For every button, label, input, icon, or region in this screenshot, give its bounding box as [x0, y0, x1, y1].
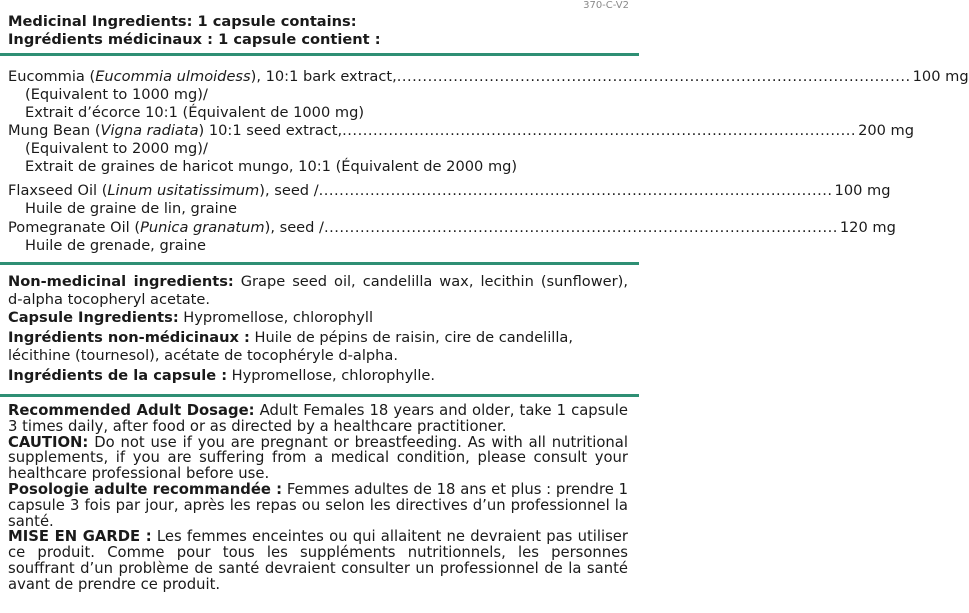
ingredient-latin: Punica granatum — [140, 219, 265, 236]
dosage-text-fr: Femmes adultes de 18 ans et plus : prendre 1 capsule 3 fois par jour, après les repas ou selon les directives d’un professionnel la santé. — [8, 480, 628, 530]
ingredient-amount: 100 mg — [912, 68, 969, 85]
ingredient-suffix: ) 10:1 seed extract, — [198, 122, 343, 139]
medicinal-ingredients-header — [8, 13, 381, 49]
dosage-label-en: Recommended Adult Dosage: — [8, 402, 255, 419]
header-en: Medicinal Ingredients: 1 capsule contains: — [8, 13, 357, 30]
ingredient-detail: Extrait d’écorce 10:1 (Équivalent de 1000 mg) — [25, 104, 365, 121]
ingredient-latin: Vigna radiata — [100, 122, 199, 139]
ingredient-amount: 120 mg — [839, 219, 896, 236]
dosage-label-fr: Posologie adulte recommandée : — [8, 480, 283, 498]
ingredient-pomegranate-oil — [8, 219, 896, 255]
ingredient-name: Eucommia ( — [8, 68, 96, 85]
ingredient-amount: 200 mg — [858, 122, 915, 139]
dosage-section — [8, 403, 628, 593]
product-code: 370-C-V2 — [583, 0, 629, 11]
non-medicinal-text-fr: Huile de pépins de raisin, cire de candelilla, lécithine (tournesol), acétate de tocophéryle d-alpha. — [8, 329, 573, 364]
caution-text: Do not use if you are pregnant or breastfeeding. As with all nutritional supplements, if you are suffering from a medical condition, please consult your healthcare professional before use. — [8, 433, 628, 483]
ingredient-name: Pomegranate Oil ( — [8, 219, 141, 236]
dot-leader: .................................................................................................... — [342, 122, 857, 139]
ingredient-name: Mung Bean ( — [8, 122, 101, 139]
header-fr: Ingrédients médicinaux : 1 capsule contient : — [8, 31, 381, 48]
ingredient-suffix: ), seed / — [264, 219, 324, 236]
warning-label-fr: MISE EN GARDE : — [8, 528, 152, 546]
non-medicinal-label-en: Non-medicinal ingredients: — [8, 273, 234, 290]
dot-leader: .................................................................................................... — [323, 219, 838, 236]
section-divider — [0, 394, 639, 397]
ingredient-detail: (Equivalent to 1000 mg)/ — [25, 86, 208, 103]
ingredient-detail: Extrait de graines de haricot mungo, 10:1 (Équivalent de 2000 mg) — [25, 158, 518, 175]
section-divider — [0, 53, 639, 56]
capsule-label-en: Capsule Ingredients: — [8, 309, 179, 326]
ingredient-suffix: ), 10:1 bark extract, — [250, 68, 397, 85]
ingredient-suffix: ), seed / — [259, 182, 319, 199]
ingredient-name: Flaxseed Oil ( — [8, 182, 108, 199]
dot-leader: .................................................................................................... — [318, 182, 833, 199]
ingredient-detail: Huile de graine de lin, graine — [25, 200, 237, 217]
capsule-label-fr: Ingrédients de la capsule : — [8, 367, 228, 384]
ingredient-eucommia — [8, 68, 969, 122]
capsule-text-fr: Hypromellose, chlorophylle. — [227, 367, 436, 384]
section-divider — [0, 262, 639, 265]
ingredient-detail: (Equivalent to 2000 mg)/ — [25, 140, 208, 157]
non-medicinal-text-en: Grape seed oil, candelilla wax, lecithin (sunflower), d-alpha tocopheryl acetate. — [8, 273, 628, 308]
ingredient-amount: 100 mg — [834, 182, 891, 199]
caution-label: CAUTION: — [8, 433, 89, 451]
ingredient-latin: Eucommia ulmoidess — [95, 68, 251, 85]
non-medicinal-label-fr: Ingrédients non-médicinaux : — [8, 329, 250, 346]
ingredient-flaxseed-oil — [8, 182, 891, 218]
ingredient-latin: Linum usitatissimum — [107, 182, 260, 199]
warning-text-fr: Les femmes enceintes ou qui allaitent ne devraient pas utiliser ce produit. Comme pour tous les suppléments nutritionnels, les personnes souffrant d’un problème de santé devraient consulter un professionnel de la santé avant de prendre ce produit. — [8, 528, 628, 593]
ingredient-mung-bean — [8, 122, 915, 176]
dot-leader: .................................................................................................... — [396, 68, 911, 85]
dosage-text-en: Adult Females 18 years and older, take 1 capsule 3 times daily, after food or as directed by a healthcare practitioner. — [8, 402, 628, 435]
capsule-text-en: Hypromellose, chlorophyll — [178, 309, 374, 326]
non-medicinal-section — [8, 273, 628, 385]
ingredient-detail: Huile de grenade, graine — [25, 237, 206, 254]
